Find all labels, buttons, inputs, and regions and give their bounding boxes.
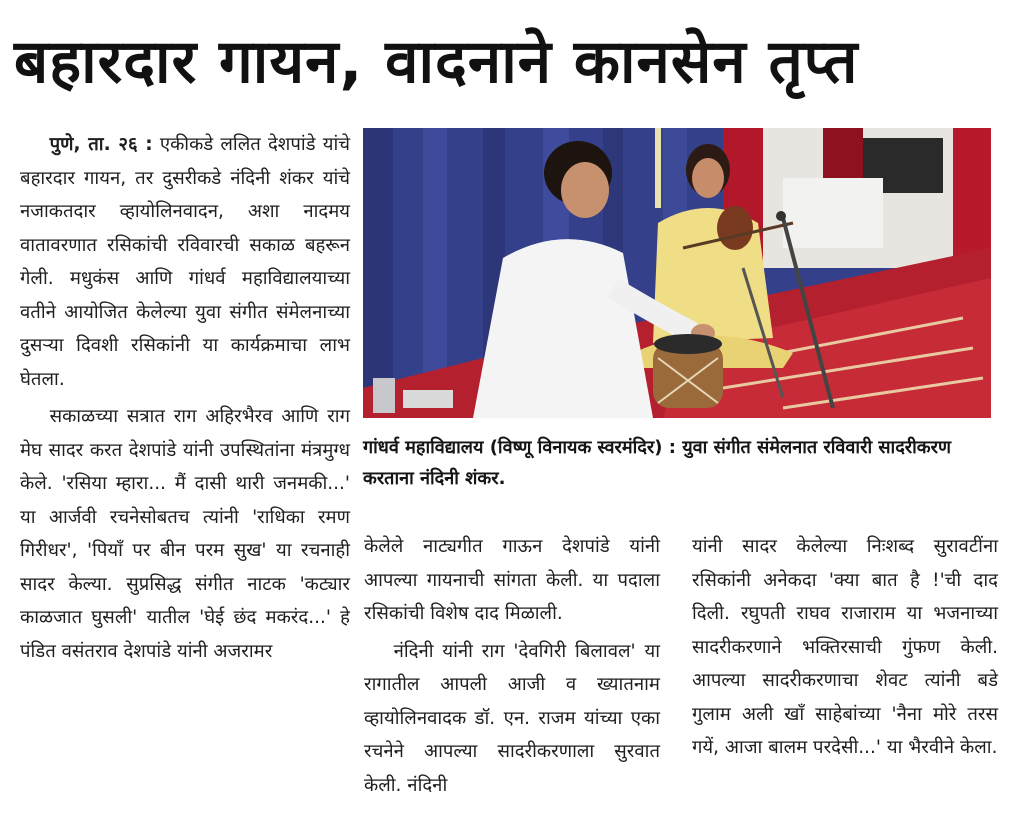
article-paragraph: नंदिनी यांनी राग 'देवगिरी बिलावल' या रागातील आपली आजी व ख्यातनाम व्हायोलिनवादक डॉ. एन. राजम यांच्या एका रचनेने आपल्या सादरीकरणाला सुरवात केली. नंदिनी — [364, 640, 660, 796]
article-column-3 — [692, 530, 998, 765]
article-paragraph: केलेले नाट्यगीत गाऊन देशपांडे यांनी आपल्या गायनाची सांगता केली. या पदाला रसिकांची विशेष दाद मिळाली. — [364, 536, 660, 624]
concert-photo — [363, 128, 991, 418]
photo-caption: गांधर्व महाविद्यालय (विष्णू विनायक स्वरमंदिर) : युवा संगीत संमेलनात रविवारी सादरीकरण करताना नंदिनी शंकर. — [363, 437, 951, 489]
dateline: पुणे, ता. २६ : — [49, 134, 153, 155]
article-column-2 — [364, 530, 660, 802]
article-paragraph: यांनी सादर केलेल्या निःशब्द सुरावटींना रसिकांनी अनेकदा 'क्या बात है !'ची दाद दिली. रघुपती राघव राजाराम या भजनाच्या सादरीकरणाने भक्तिरसाची गुंफण केली. आपल्या सादरीकरणाचा शेवट त्यांनी बडे गुलाम अली खाँ साहेबांच्या 'नैना मोरे तरस गयें, आजा बालम परदेसी...' या भैरवीने केला. — [692, 536, 998, 758]
article-paragraph — [20, 128, 350, 396]
article-paragraph: सकाळच्या सत्रात राग अहिरभैरव आणि राग मेघ सादर करत देशपांडे यांनी उपस्थितांना मंत्रमुग्ध केले. 'रसिया म्हारा... मैं दासी थारी जनमकी...' या आर्जवी रचनेसोबतच त्यांनी 'राधिका रमण गिरीधर', 'पियाँ पर बीन परम सुख' या रचनाही सादर केल्या. सुप्रसिद्ध संगीत नाटक 'कट्यार काळजात घुसली' यातील 'घेई छंद मकरंद...' हे पंडित वसंतराव देशपांडे यांनी अजरामर — [20, 406, 350, 662]
article-text: एकीकडे ललित देशपांडे यांचे बहारदार गायन, तर दुसरीकडे नंदिनी शंकर यांचे नजाकतदार व्हायोलिनवादन, अशा नादमय वातावरणात रसिकांची रविवारची सकाळ बहरून गेली. मधुकंस आणि गांधर्व महाविद्यालयाच्या वतीने आयोजित केलेल्या युवा संगीत संमेलनाच्या दुसऱ्या दिवशी रसिकांनी या कार्यक्रमाचा लाभ घेतला. — [20, 134, 350, 390]
concert-photo-image — [363, 128, 991, 418]
article-column-1 — [20, 128, 350, 668]
headline: बहारदार गायन, वादनाने कानसेन तृप्त — [14, 27, 859, 97]
